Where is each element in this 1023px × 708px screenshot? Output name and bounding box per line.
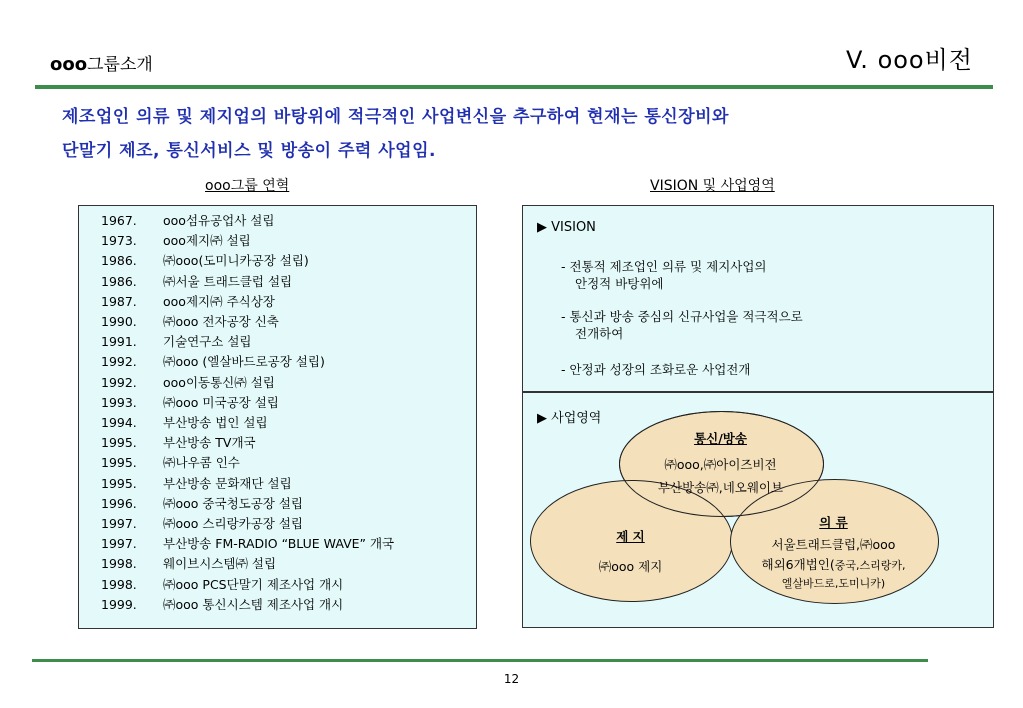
history-year: 1996. (101, 495, 137, 511)
history-row (101, 453, 240, 471)
history-event: ㈜ooo(도미니카공장 설립) (163, 253, 309, 269)
history-event: ㈜서울 트래드클럽 설립 (163, 273, 293, 289)
history-year: 1987. (101, 293, 137, 309)
history-row (101, 413, 268, 431)
history-event: 부산방송 문화재단 설립 (163, 475, 292, 491)
history-year: 1990. (101, 314, 137, 329)
history-year: 1993. (101, 394, 137, 410)
history-event: ooo제지㈜ 주식상장 (163, 293, 275, 309)
vision-item: - 안정과 성장의 조화로운 사업전개 (561, 362, 751, 377)
history-row (101, 231, 251, 249)
headline-line-1: 제조업인 의류 및 제지업의 바탕위에 적극적인 사업변신을 추구하여 현재는 통신장비와 (62, 107, 729, 127)
history-year: 1998. (101, 576, 137, 592)
history-event: ㈜ooo (엘살바드로공장 설립) (163, 354, 325, 370)
history-row (101, 494, 303, 512)
history-year: 1995. (101, 435, 137, 451)
history-year: 1992. (101, 374, 137, 390)
paper-line-1: ㈜ooo 제지 (598, 559, 663, 574)
history-row (101, 352, 325, 370)
history-title: ooo그룹 연혁 (205, 178, 290, 194)
history-row (101, 534, 394, 552)
business-box (522, 392, 994, 628)
bottom-divider (32, 659, 928, 662)
vision-heading: ▶ VISION (537, 220, 596, 235)
apparel-line-2: 해외6개법인(중국,스리랑카, (761, 557, 906, 572)
history-year: 1997. (101, 536, 137, 552)
page-number: 12 (503, 672, 520, 686)
history-event: 부산방송 TV개국 (163, 435, 256, 451)
telecom-line-2: 부산방송㈜,네오웨이브 (657, 480, 784, 495)
history-row (101, 332, 252, 350)
history-row (101, 211, 274, 229)
history-event: ㈜ooo 중국청도공장 설립 (163, 495, 303, 511)
history-event: ㈜ooo PCS단말기 제조사업 개시 (163, 576, 344, 592)
history-year: 1986. (101, 253, 137, 269)
telecom-line-1: ㈜ooo,㈜아이즈비전 (664, 457, 777, 472)
vision-item: - 전통적 제조업인 의류 및 제지사업의 안정적 바탕위에 (561, 259, 767, 291)
history-year: 1991. (101, 334, 137, 350)
headline-line-2: 단말기 제조, 통신서비스 및 방송이 주력 사업임. (62, 141, 436, 161)
apparel-line-1: 서울트래드클럽,㈜ooo (771, 537, 896, 552)
history-event: ㈜나우콤 인수 (163, 455, 240, 471)
history-event: 웨이브시스템㈜ 설립 (163, 556, 277, 572)
history-event: ㈜ooo 스리랑카공장 설립 (163, 516, 303, 531)
history-year: 1973. (101, 233, 137, 249)
history-event: ooo이동통신㈜ 설립 (163, 374, 275, 390)
history-year: 1997. (101, 516, 137, 531)
page-title: V. ooo비전 (845, 46, 973, 74)
history-event: ooo제지㈜ 설립 (163, 233, 251, 249)
vision-box (522, 205, 994, 392)
history-year: 1998. (101, 556, 137, 572)
history-event: ㈜ooo 전자공장 신축 (163, 314, 279, 329)
history-year: 1995. (101, 475, 137, 491)
history-row (101, 595, 343, 613)
history-year: 1967. (101, 213, 137, 228)
history-box (78, 205, 477, 629)
history-year: 1992. (101, 354, 137, 370)
history-event: 부산방송 FM-RADIO “BLUE WAVE” 개국 (163, 536, 395, 552)
vision-title: VISION 및 사업영역 (650, 178, 775, 194)
telecom-title: 통신/방송 (694, 431, 747, 446)
history-event: ㈜ooo 미국공장 설립 (163, 394, 279, 410)
paper-title: 제 지 (616, 529, 645, 544)
section-label: ooo그룹소개 (50, 54, 153, 75)
history-year: 1999. (101, 596, 137, 612)
vision-item: - 통신과 방송 중심의 신규사업을 적극적으로 전개하여 (561, 309, 803, 341)
history-row (101, 474, 292, 492)
history-row (101, 393, 279, 411)
history-row (101, 373, 275, 391)
history-event: ooo섬유공업사 설립 (163, 213, 275, 228)
top-divider (35, 85, 993, 89)
history-row (101, 251, 309, 269)
history-event: ㈜ooo 통신시스템 제조사업 개시 (163, 596, 344, 612)
history-row (101, 292, 275, 310)
history-year: 1995. (101, 455, 137, 471)
history-event: 부산방송 법인 설립 (163, 415, 268, 430)
headline (62, 100, 962, 168)
apparel-title: 의 류 (819, 515, 848, 530)
history-row (101, 514, 303, 532)
history-row (101, 433, 256, 451)
history-year: 1986. (101, 273, 137, 289)
business-heading: ▶ 사업영역 (537, 411, 602, 426)
history-row (101, 554, 276, 572)
history-year: 1994. (101, 415, 137, 430)
apparel-line-3: 엘살바드로,도미니카) (781, 577, 886, 590)
history-row (101, 575, 343, 593)
history-event: 기술연구소 설립 (163, 334, 252, 350)
history-row (101, 312, 279, 330)
history-row (101, 272, 292, 290)
